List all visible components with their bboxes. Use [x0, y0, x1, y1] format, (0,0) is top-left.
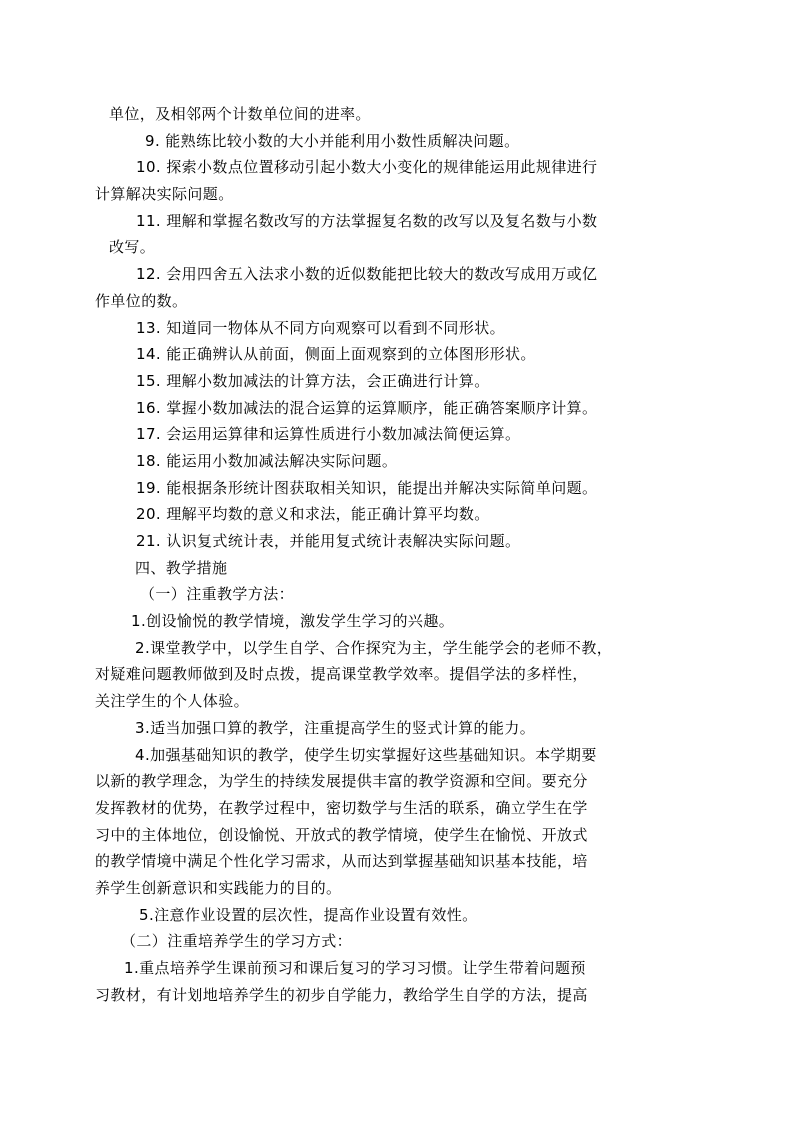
- text-line: 作单位的数。: [95, 291, 188, 310]
- text-line: 改写。: [109, 238, 156, 257]
- list-item-12: 12. 会用四舍五入法求小数的近似数能把比较大的数改写成用万或亿: [136, 265, 598, 284]
- paragraph-line: 习教材，有计划地培养学生的初步自学能力，教给学生自学的方法，提高: [95, 985, 588, 1004]
- list-item-14: 14. 能正确辨认从前面，侧面上面观察到的立体图形形状。: [136, 345, 536, 364]
- list-item-19: 19. 能根据条形统计图获取相关知识，能提出并解决实际简单问题。: [136, 478, 598, 497]
- list-item-18: 18. 能运用小数加减法解决实际问题。: [136, 451, 398, 470]
- list-item-10: 10. 探索小数点位置移动引起小数大小变化的规律能运用此规律进行: [136, 158, 598, 177]
- list-item-9: 9. 能熟练比较小数的大小并能利用小数性质解决问题。: [145, 131, 520, 150]
- text-line: 单位，及相邻两个计数单位间的进率。: [109, 105, 371, 123]
- paragraph-line: 对疑难问题教师做到及时点拨，提高课堂教学效率。提倡学法的多样性，: [95, 665, 588, 684]
- list-item-20: 20. 理解平均数的意义和求法，能正确计算平均数。: [136, 505, 490, 524]
- subsection-heading: （一）注重教学方法：: [140, 585, 295, 604]
- paragraph-line: 3.适当加强口算的教学，注重提高学生的竖式计算的能力。: [135, 718, 536, 737]
- paragraph-line: 2.课堂教学中，以学生自学、合作探究为主，学生能学会的老师不教，: [135, 638, 613, 657]
- paragraph-line: 养学生创新意识和实践能力的目的。: [95, 878, 342, 897]
- paragraph-line: 1.创设愉悦的教学情境，激发学生学习的兴趣。: [131, 612, 455, 631]
- list-item-16: 16. 掌握小数加减法的混合运算的运算顺序，能正确答案顺序计算。: [136, 398, 598, 417]
- list-item-13: 13. 知道同一物体从不同方向观察可以看到不同形状。: [136, 318, 506, 337]
- paragraph-line: 的教学情境中满足个性化学习需求，从而达到掌握基础知识基本技能，培: [95, 852, 588, 871]
- paragraph-line: 习中的主体地位，创设愉悦、开放式的教学情境，使学生在愉悦、开放式: [95, 825, 588, 844]
- subsection-heading: （二）注重培养学生的学习方式：: [121, 932, 353, 951]
- paragraph-line: 发挥教材的优势，在教学过程中，密切数学与生活的联系，确立学生在学: [95, 798, 588, 817]
- list-item-17: 17. 会运用运算律和运算性质进行小数加减法简便运算。: [136, 425, 521, 444]
- paragraph-line: 4.加强基础知识的教学，使学生切实掌握好这些基础知识。本学期要: [135, 745, 597, 764]
- paragraph-line: 关注学生的个人体验。: [95, 692, 250, 711]
- paragraph-line: 5.注意作业设置的层次性，提高作业设置有效性。: [139, 905, 478, 924]
- list-item-11: 11. 理解和掌握名数改写的方法掌握复名数的改写以及复名数与小数: [136, 211, 598, 230]
- list-item-21: 21. 认识复式统计表，并能用复式统计表解决实际问题。: [136, 532, 521, 550]
- text-line: 计算解决实际问题。: [95, 185, 234, 204]
- paragraph-line: 1.重点培养学生课前预习和课后复习的学习习惯。让学生带着问题预: [124, 959, 586, 977]
- paragraph-line: 以新的教学理念，为学生的持续发展提供丰富的教学资源和空间。要充分: [95, 772, 588, 791]
- document-body: [95, 101, 700, 1008]
- list-item-15: 15. 理解小数加减法的计算方法，会正确进行计算。: [136, 371, 490, 390]
- section-heading: 四、教学措施: [135, 558, 228, 577]
